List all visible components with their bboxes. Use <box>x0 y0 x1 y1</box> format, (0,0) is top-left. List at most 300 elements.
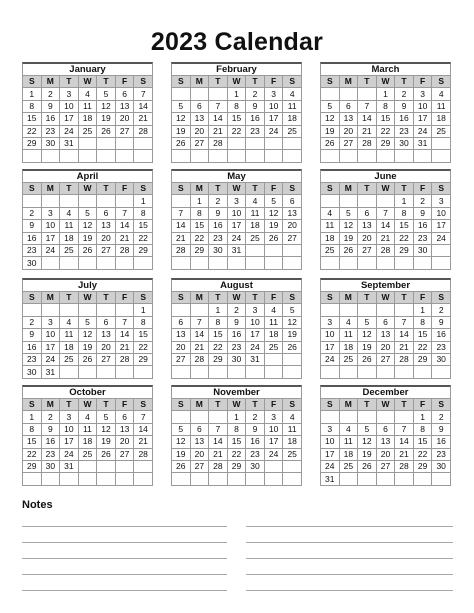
day-cell: 16 <box>246 113 265 125</box>
day-cell <box>395 150 414 162</box>
note-line <box>22 542 227 543</box>
note-line <box>246 542 453 543</box>
week-row <box>172 411 302 423</box>
day-cell: 11 <box>432 100 451 112</box>
day-cell: 28 <box>115 353 134 365</box>
day-cell: 17 <box>413 113 432 125</box>
week-row <box>172 353 302 365</box>
day-cell: 4 <box>339 423 358 435</box>
day-cell <box>78 257 97 269</box>
day-cell: 3 <box>41 207 60 219</box>
month-name: October <box>22 385 153 398</box>
day-cell: 31 <box>60 137 79 149</box>
day-cell: 10 <box>60 100 79 112</box>
day-cell <box>97 150 116 162</box>
day-cell: 6 <box>283 195 302 207</box>
day-cell: 20 <box>190 448 209 460</box>
day-cell <box>23 473 42 485</box>
weekday-label: M <box>190 399 209 411</box>
day-cell: 10 <box>321 436 340 448</box>
day-cell <box>115 195 134 207</box>
day-cell <box>246 257 265 269</box>
day-cell: 31 <box>41 366 60 378</box>
day-cell <box>321 195 340 207</box>
day-cell: 19 <box>321 125 340 137</box>
weekday-label: F <box>413 292 432 304</box>
day-cell: 13 <box>283 207 302 219</box>
day-cell <box>339 150 358 162</box>
week-row <box>321 411 451 423</box>
day-cell: 29 <box>134 353 153 365</box>
day-cell <box>432 137 451 149</box>
day-cell <box>227 150 246 162</box>
day-cell: 21 <box>209 448 228 460</box>
weekday-label: T <box>60 399 79 411</box>
day-cell: 8 <box>23 423 42 435</box>
weekday-label: S <box>172 183 191 195</box>
day-cell: 9 <box>41 100 60 112</box>
week-row <box>23 329 153 341</box>
weekday-label: F <box>115 183 134 195</box>
day-cell: 30 <box>413 244 432 256</box>
weekday-label: W <box>376 292 395 304</box>
weekday-label: S <box>283 183 302 195</box>
day-cell <box>190 257 209 269</box>
day-cell: 17 <box>60 113 79 125</box>
day-cell: 7 <box>209 100 228 112</box>
month-name: April <box>22 169 153 182</box>
day-cell <box>78 366 97 378</box>
day-cell: 7 <box>209 423 228 435</box>
weekday-header-row <box>172 292 302 304</box>
weekday-header-row <box>321 399 451 411</box>
day-cell <box>209 411 228 423</box>
weekday-label: S <box>283 76 302 88</box>
day-cell: 1 <box>227 411 246 423</box>
day-cell <box>321 411 340 423</box>
day-cell: 29 <box>23 137 42 149</box>
day-cell: 12 <box>339 220 358 232</box>
weekday-label: T <box>60 183 79 195</box>
day-cell: 10 <box>413 100 432 112</box>
day-cell: 6 <box>358 207 377 219</box>
day-cell: 24 <box>41 244 60 256</box>
day-cell: 25 <box>283 448 302 460</box>
day-cell: 1 <box>376 88 395 100</box>
day-cell: 18 <box>60 341 79 353</box>
weekday-label: T <box>358 183 377 195</box>
month-calendar <box>320 62 451 163</box>
day-cell: 7 <box>358 100 377 112</box>
day-cell: 8 <box>134 207 153 219</box>
day-cell: 2 <box>432 304 451 316</box>
day-cell <box>209 88 228 100</box>
day-cell <box>172 473 191 485</box>
week-row <box>321 88 451 100</box>
day-cell: 17 <box>41 341 60 353</box>
month-table <box>171 75 302 163</box>
day-cell: 5 <box>78 207 97 219</box>
day-cell <box>413 473 432 485</box>
day-cell: 19 <box>264 220 283 232</box>
day-cell: 8 <box>413 316 432 328</box>
day-cell <box>264 460 283 472</box>
day-cell: 25 <box>339 460 358 472</box>
day-cell <box>283 473 302 485</box>
day-cell: 16 <box>23 232 42 244</box>
day-cell: 25 <box>60 244 79 256</box>
week-row <box>23 137 153 149</box>
day-cell: 23 <box>413 232 432 244</box>
day-cell: 14 <box>395 436 414 448</box>
weekday-label: W <box>78 292 97 304</box>
day-cell: 31 <box>246 353 265 365</box>
month-table <box>171 398 302 486</box>
month-table <box>171 291 302 379</box>
day-cell: 19 <box>172 125 191 137</box>
day-cell: 12 <box>358 329 377 341</box>
weekday-label: T <box>97 76 116 88</box>
month-name: November <box>171 385 302 398</box>
day-cell: 14 <box>376 220 395 232</box>
day-cell: 22 <box>134 232 153 244</box>
day-cell: 20 <box>339 125 358 137</box>
weekday-label: S <box>134 76 153 88</box>
day-cell: 25 <box>78 448 97 460</box>
day-cell: 28 <box>190 353 209 365</box>
day-cell <box>227 473 246 485</box>
day-cell: 17 <box>321 448 340 460</box>
weekday-label: F <box>264 76 283 88</box>
day-cell: 3 <box>60 411 79 423</box>
day-cell: 14 <box>395 329 414 341</box>
day-cell: 6 <box>339 100 358 112</box>
day-cell: 23 <box>209 232 228 244</box>
day-cell: 29 <box>395 244 414 256</box>
day-cell <box>115 460 134 472</box>
month-calendar <box>171 385 302 486</box>
day-cell: 29 <box>413 460 432 472</box>
note-line <box>22 558 227 559</box>
note-line <box>22 574 227 575</box>
weekday-label: S <box>432 183 451 195</box>
day-cell: 2 <box>246 88 265 100</box>
day-cell: 9 <box>432 316 451 328</box>
day-cell: 12 <box>97 423 116 435</box>
week-row <box>321 436 451 448</box>
day-cell: 2 <box>395 88 414 100</box>
day-cell: 11 <box>283 423 302 435</box>
day-cell <box>23 150 42 162</box>
day-cell: 5 <box>97 411 116 423</box>
day-cell <box>60 257 79 269</box>
day-cell: 21 <box>395 448 414 460</box>
day-cell: 20 <box>376 448 395 460</box>
day-cell: 28 <box>358 137 377 149</box>
weekday-label: M <box>339 76 358 88</box>
day-cell: 2 <box>23 207 42 219</box>
day-cell: 13 <box>339 113 358 125</box>
weekday-label: S <box>134 399 153 411</box>
day-cell: 20 <box>358 232 377 244</box>
day-cell: 20 <box>376 341 395 353</box>
day-cell <box>339 88 358 100</box>
day-cell: 9 <box>41 423 60 435</box>
day-cell: 13 <box>376 329 395 341</box>
month-table <box>320 182 451 270</box>
day-cell <box>172 88 191 100</box>
week-row <box>321 366 451 378</box>
day-cell: 26 <box>321 137 340 149</box>
day-cell: 30 <box>41 460 60 472</box>
weekday-label: M <box>41 76 60 88</box>
day-cell: 26 <box>97 448 116 460</box>
weekday-label: S <box>321 76 340 88</box>
weekday-label: M <box>190 183 209 195</box>
weekday-label: T <box>358 399 377 411</box>
day-cell <box>376 195 395 207</box>
week-row <box>23 100 153 112</box>
day-cell <box>339 411 358 423</box>
weekday-label: T <box>246 183 265 195</box>
month-name: December <box>320 385 451 398</box>
month-calendar <box>320 278 451 379</box>
day-cell <box>41 150 60 162</box>
day-cell: 28 <box>209 460 228 472</box>
day-cell: 18 <box>339 341 358 353</box>
day-cell <box>283 257 302 269</box>
weekday-label: T <box>246 399 265 411</box>
day-cell: 24 <box>41 353 60 365</box>
day-cell: 18 <box>60 232 79 244</box>
day-cell <box>264 137 283 149</box>
day-cell: 12 <box>321 113 340 125</box>
day-cell <box>78 137 97 149</box>
day-cell <box>60 304 79 316</box>
month-calendar <box>171 62 302 163</box>
day-cell <box>227 257 246 269</box>
day-cell: 31 <box>413 137 432 149</box>
weekday-label: M <box>339 292 358 304</box>
week-row <box>23 460 153 472</box>
day-cell: 22 <box>413 448 432 460</box>
day-cell: 26 <box>339 244 358 256</box>
day-cell: 21 <box>190 341 209 353</box>
day-cell <box>246 473 265 485</box>
week-row <box>23 366 153 378</box>
day-cell <box>339 304 358 316</box>
day-cell <box>41 304 60 316</box>
weekday-header-row <box>23 183 153 195</box>
month-name: March <box>320 62 451 75</box>
week-row <box>321 113 451 125</box>
day-cell: 16 <box>246 436 265 448</box>
day-cell: 4 <box>432 88 451 100</box>
day-cell: 27 <box>115 125 134 137</box>
day-cell: 22 <box>227 448 246 460</box>
day-cell <box>246 137 265 149</box>
week-row <box>321 150 451 162</box>
day-cell: 15 <box>23 436 42 448</box>
day-cell: 27 <box>190 137 209 149</box>
week-row <box>321 195 451 207</box>
day-cell <box>358 88 377 100</box>
day-cell: 30 <box>432 460 451 472</box>
week-row <box>172 100 302 112</box>
day-cell: 5 <box>358 316 377 328</box>
day-cell: 1 <box>209 304 228 316</box>
day-cell: 26 <box>97 125 116 137</box>
day-cell: 10 <box>41 220 60 232</box>
day-cell <box>190 150 209 162</box>
day-cell: 27 <box>339 137 358 149</box>
day-cell: 20 <box>283 220 302 232</box>
weekday-label: W <box>78 76 97 88</box>
day-cell: 9 <box>395 100 414 112</box>
day-cell: 29 <box>376 137 395 149</box>
week-row <box>172 220 302 232</box>
day-cell: 11 <box>283 100 302 112</box>
day-cell <box>376 473 395 485</box>
day-cell <box>413 150 432 162</box>
day-cell <box>283 150 302 162</box>
week-row <box>321 207 451 219</box>
day-cell: 25 <box>264 341 283 353</box>
day-cell: 10 <box>227 207 246 219</box>
week-row <box>172 341 302 353</box>
day-cell: 16 <box>41 113 60 125</box>
weekday-label: M <box>41 292 60 304</box>
day-cell <box>134 460 153 472</box>
day-cell: 27 <box>115 448 134 460</box>
day-cell: 8 <box>227 423 246 435</box>
day-cell <box>134 366 153 378</box>
week-row <box>23 195 153 207</box>
weekday-label: T <box>246 292 265 304</box>
weekday-label: T <box>209 183 228 195</box>
day-cell: 9 <box>209 207 228 219</box>
day-cell <box>227 366 246 378</box>
weekday-label: W <box>227 399 246 411</box>
day-cell <box>115 304 134 316</box>
day-cell: 12 <box>358 436 377 448</box>
day-cell: 22 <box>23 125 42 137</box>
day-cell: 14 <box>115 329 134 341</box>
weekday-label: W <box>227 292 246 304</box>
week-row <box>321 329 451 341</box>
day-cell: 25 <box>60 353 79 365</box>
weekday-header-row <box>23 292 153 304</box>
day-cell: 3 <box>246 304 265 316</box>
day-cell: 12 <box>172 436 191 448</box>
day-cell: 18 <box>78 113 97 125</box>
day-cell <box>134 473 153 485</box>
week-row <box>172 304 302 316</box>
week-row <box>321 304 451 316</box>
day-cell: 5 <box>358 423 377 435</box>
day-cell: 10 <box>41 329 60 341</box>
month-name: February <box>171 62 302 75</box>
day-cell: 14 <box>358 113 377 125</box>
month-table <box>22 291 153 379</box>
day-cell: 12 <box>283 316 302 328</box>
day-cell: 28 <box>134 125 153 137</box>
day-cell: 7 <box>190 316 209 328</box>
day-cell: 11 <box>60 220 79 232</box>
day-cell: 5 <box>264 195 283 207</box>
day-cell: 4 <box>60 207 79 219</box>
day-cell: 5 <box>97 88 116 100</box>
day-cell: 26 <box>358 353 377 365</box>
weekday-label: S <box>134 183 153 195</box>
day-cell: 5 <box>172 423 191 435</box>
day-cell: 9 <box>432 423 451 435</box>
day-cell: 28 <box>172 244 191 256</box>
day-cell: 19 <box>358 341 377 353</box>
month-table <box>320 75 451 163</box>
day-cell: 15 <box>227 436 246 448</box>
day-cell: 23 <box>432 448 451 460</box>
weekday-label: S <box>283 292 302 304</box>
day-cell: 6 <box>190 100 209 112</box>
week-row <box>172 436 302 448</box>
day-cell: 24 <box>321 353 340 365</box>
day-cell: 26 <box>78 353 97 365</box>
day-cell: 30 <box>41 137 60 149</box>
day-cell: 13 <box>376 436 395 448</box>
day-cell <box>172 304 191 316</box>
day-cell: 28 <box>115 244 134 256</box>
day-cell: 29 <box>134 244 153 256</box>
day-cell <box>432 244 451 256</box>
note-line <box>22 590 227 591</box>
day-cell <box>172 411 191 423</box>
week-row <box>23 244 153 256</box>
month-calendar <box>320 385 451 486</box>
day-cell: 19 <box>339 232 358 244</box>
day-cell: 22 <box>227 125 246 137</box>
day-cell <box>264 366 283 378</box>
day-cell: 23 <box>227 341 246 353</box>
day-cell <box>395 366 414 378</box>
day-cell: 18 <box>432 113 451 125</box>
day-cell: 7 <box>376 207 395 219</box>
day-cell: 12 <box>78 329 97 341</box>
day-cell: 17 <box>227 220 246 232</box>
day-cell: 13 <box>97 329 116 341</box>
day-cell <box>358 473 377 485</box>
weekday-label: F <box>115 399 134 411</box>
weekday-label: W <box>376 183 395 195</box>
week-row <box>172 460 302 472</box>
day-cell <box>97 257 116 269</box>
weekday-label: M <box>190 292 209 304</box>
notes-title: Notes <box>22 499 53 511</box>
day-cell <box>283 137 302 149</box>
day-cell: 1 <box>413 304 432 316</box>
week-row <box>23 207 153 219</box>
weekday-label: S <box>23 76 42 88</box>
day-cell: 3 <box>264 411 283 423</box>
day-cell: 19 <box>78 341 97 353</box>
day-cell: 19 <box>283 329 302 341</box>
day-cell: 24 <box>246 341 265 353</box>
week-row <box>23 353 153 365</box>
day-cell <box>321 304 340 316</box>
day-cell <box>395 257 414 269</box>
day-cell: 8 <box>190 207 209 219</box>
day-cell: 9 <box>23 220 42 232</box>
